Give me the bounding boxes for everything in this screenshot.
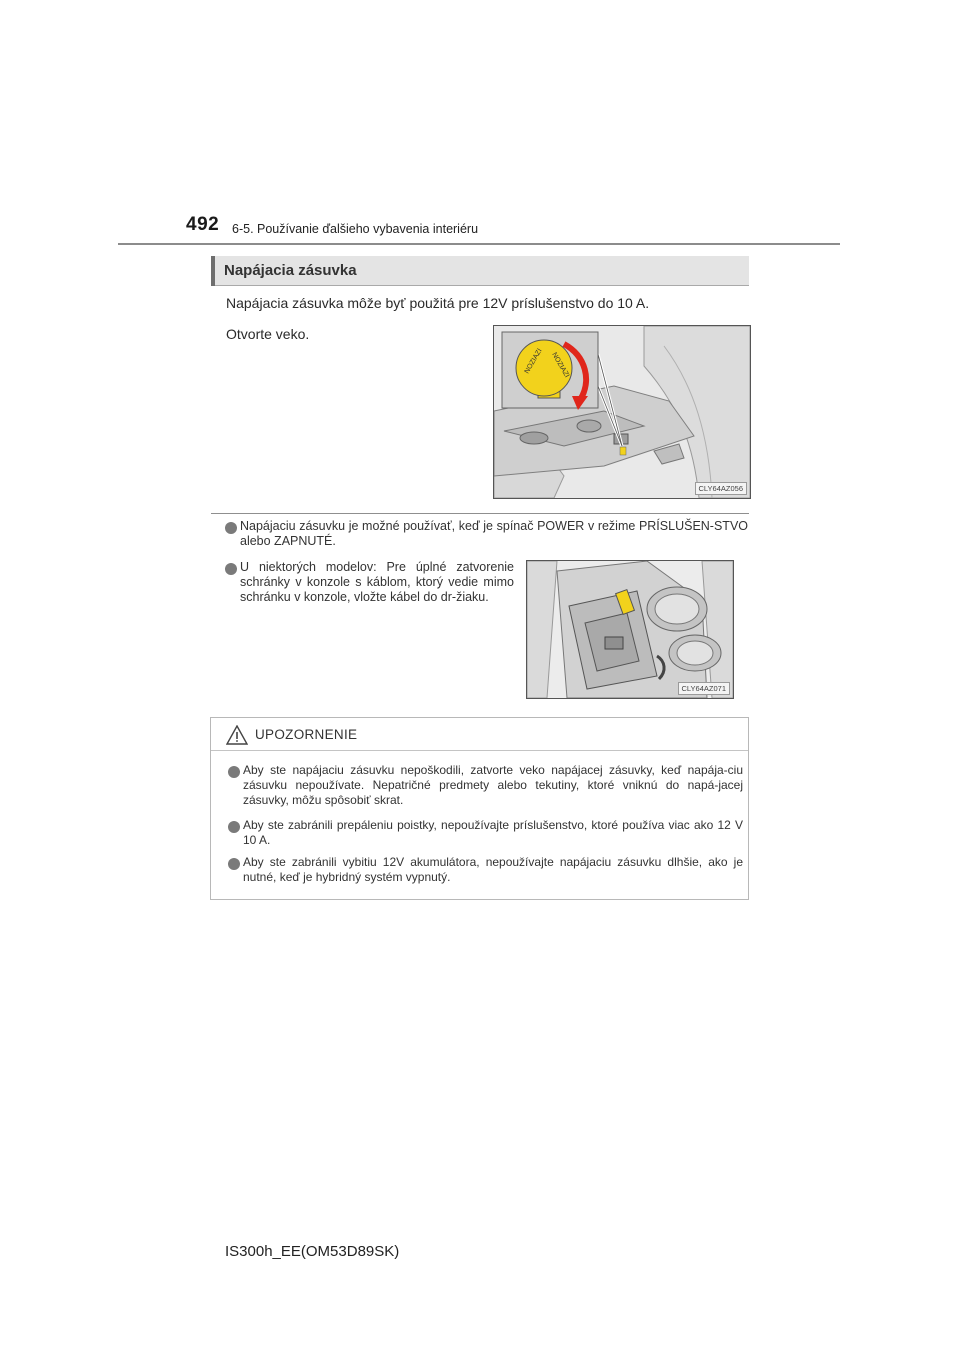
warning-header <box>211 718 748 751</box>
note-power-mode: Napájaciu zásuvku je možné používať, keď je spínač POWER v režime PRÍSLUŠEN-STVO alebo ZAPNUTÉ. <box>240 519 748 548</box>
warning-triangle-icon <box>226 725 248 745</box>
step-text: Otvorte veko. <box>226 326 310 342</box>
figure-code-1: CLY64AZ056 <box>695 482 747 495</box>
figure-code-2: CLY64AZ071 <box>678 682 730 695</box>
warning-box <box>210 717 749 900</box>
bullet-icon <box>228 858 240 870</box>
warning-title: UPOZORNENIE <box>255 727 358 742</box>
bullet-icon <box>228 821 240 833</box>
chapter-title: 6-5. Používanie ďalšieho vybavenia interiéru <box>232 222 479 236</box>
bullet-icon <box>228 766 240 778</box>
illustration-power-outlet <box>493 325 751 499</box>
svg-text:NOZIAZI: NOZIAZI <box>523 347 544 375</box>
section-divider <box>211 513 749 514</box>
header-rule <box>118 243 840 245</box>
section-heading-label: Napájacia zásuvka <box>224 262 357 279</box>
warning-item-battery: Aby ste zabránili vybitiu 12V akumulátora, nepoužívajte napájaciu zásuvku dlhšie, ako je nutné, keď je hybridný systém vypnutý. <box>243 855 743 884</box>
bullet-icon <box>225 563 237 575</box>
cable-holder-drawing <box>527 561 733 698</box>
section-heading <box>211 256 749 286</box>
page-number: 492 <box>186 214 220 235</box>
power-outlet-drawing <box>494 326 750 498</box>
intro-text: Napájacia zásuvka môže byť použitá pre 12V príslušenstvo do 10 A. <box>226 295 650 311</box>
model-code-footer: IS300h_EE(OM53D89SK) <box>225 1243 400 1260</box>
svg-text:NOZIAZI: NOZIAZI <box>550 351 571 379</box>
warning-item-close-lid: Aby ste napájaciu zásuvku nepoškodili, zatvorte veko napájacej zásuvky, keď napája-ciu zásuvku nepoužívate. Nepatričné predmety alebo tekutiny, ktoré vniknú do napá-jacej zásuvky, môžu spôsobiť skrat. <box>243 763 743 807</box>
bullet-icon <box>225 522 237 534</box>
warning-item-fuse: Aby ste zabránili prepáleniu poistky, nepoužívajte príslušenstvo, ktoré používa viac ako 12 V 10 A. <box>243 818 743 847</box>
illustration-cable-holder <box>526 560 734 699</box>
note-cable-holder: U niektorých modelov: Pre úplné zatvorenie schránky v konzole s káblom, ktorý vedie mimo schránku v konzole, vložte kábel do dr-žiaku. <box>240 560 514 604</box>
heading-accent-bar <box>211 256 215 286</box>
